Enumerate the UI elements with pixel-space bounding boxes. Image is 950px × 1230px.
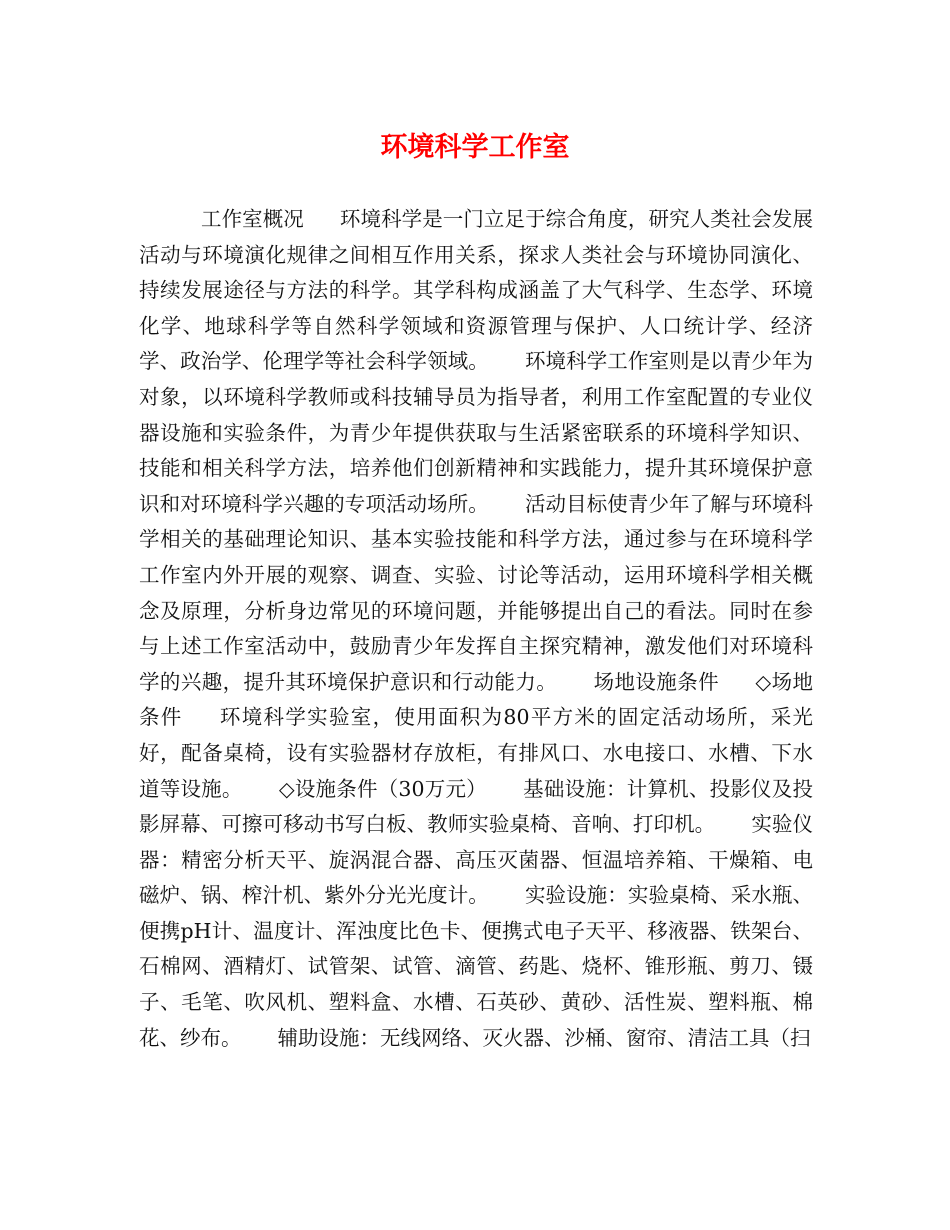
paragraph-lab-equipment: 实验设施：实验桌椅、采水瓶、便携pH计、温度计、浑浊度比色卡、便携式电子天平、移液器、铁架台、石棉网、酒精灯、试管架、试管、滴管、药匙、烧杯、锥形瓶、剪刀、镊子、毛笔、吹风机、塑料盒、水槽、石英砂、黄砂、活性炭、塑料瓶、棉花、纱布。 [139,883,814,1050]
heading-activity-goals: 活动目标 [524,491,608,516]
heading-studio-overview: 工作室概况 [201,207,304,231]
paragraph-venue-conditions: 环境科学实验室，使用面积为80平方米的固定活动场所，采光好，配备桌椅，设有实验器材存放柜，有排风口、水电接口、水槽、下水道等设施。 [139,705,814,801]
paragraph-auxiliary-facilities: 辅助设施：无线网络、灭火器、沙桶、窗帘、清洁工具（扫 [277,1025,811,1050]
paragraph-studio-purpose: 环境科学工作室则是以青少年为对象，以环境科学教师或科技辅导员为指导者，利用工作室配置的专业仪器设施和实验条件，为青少年提供获取与生活紧密联系的环境科学知识、技能和相关科学方法，培养他们创新精神和实践能力，提升其环境保护意识和对环境科学兴趣的专项活动场所。 [139,349,814,516]
paragraph-activity-goals: 使青少年了解与环境科学相关的基础理论知识、基本实验技能和科学方法，通过参与在环境科学工作室内外开展的观察、调查、实验、讨论等活动，运用环境科学相关概念及原理，分析身边常见的环境问题，并能够提出自己的看法。同时在参与上述工作室活动中，鼓励青少年发挥自主探究精神，激发他们对环境科学的兴趣，提升其环境保护意识和行动能力。 [139,491,814,694]
paragraph-lab-instruments: 实验仪器：精密分析天平、旋涡混合器、高压灭菌器、恒温培养箱、干燥箱、电磁炉、锅、榨汁机、紫外分光光度计。 [139,812,814,908]
subheading-facility-conditions: ◇设施条件（30万元） [278,776,487,801]
paragraph-basic-facilities: 基础设施：计算机、投影仪及投影屏幕、可擦可移动书写白板、教师实验桌椅、音响、打印机。 [139,776,814,837]
subheading-venue-conditions: ◇场地条件 [139,669,814,730]
heading-venue-facilities: 场地设施条件 [593,669,720,694]
paragraph-overview: 环境科学是一门立足于综合角度，研究人类社会发展活动与环境演化规律之间相互作用关系，探求人类社会与环境协同演化、持续发展途径与方法的科学。其学科构成涵盖了大气科学、生态学、环境化学、地球科学等自然科学领域和资源管理与保护、人口统计学、经济学、政治学、伦理学等社会科学领域。 [139,207,814,374]
document-body [139,202,813,1056]
document-title: 环境科学工作室 [380,132,570,163]
